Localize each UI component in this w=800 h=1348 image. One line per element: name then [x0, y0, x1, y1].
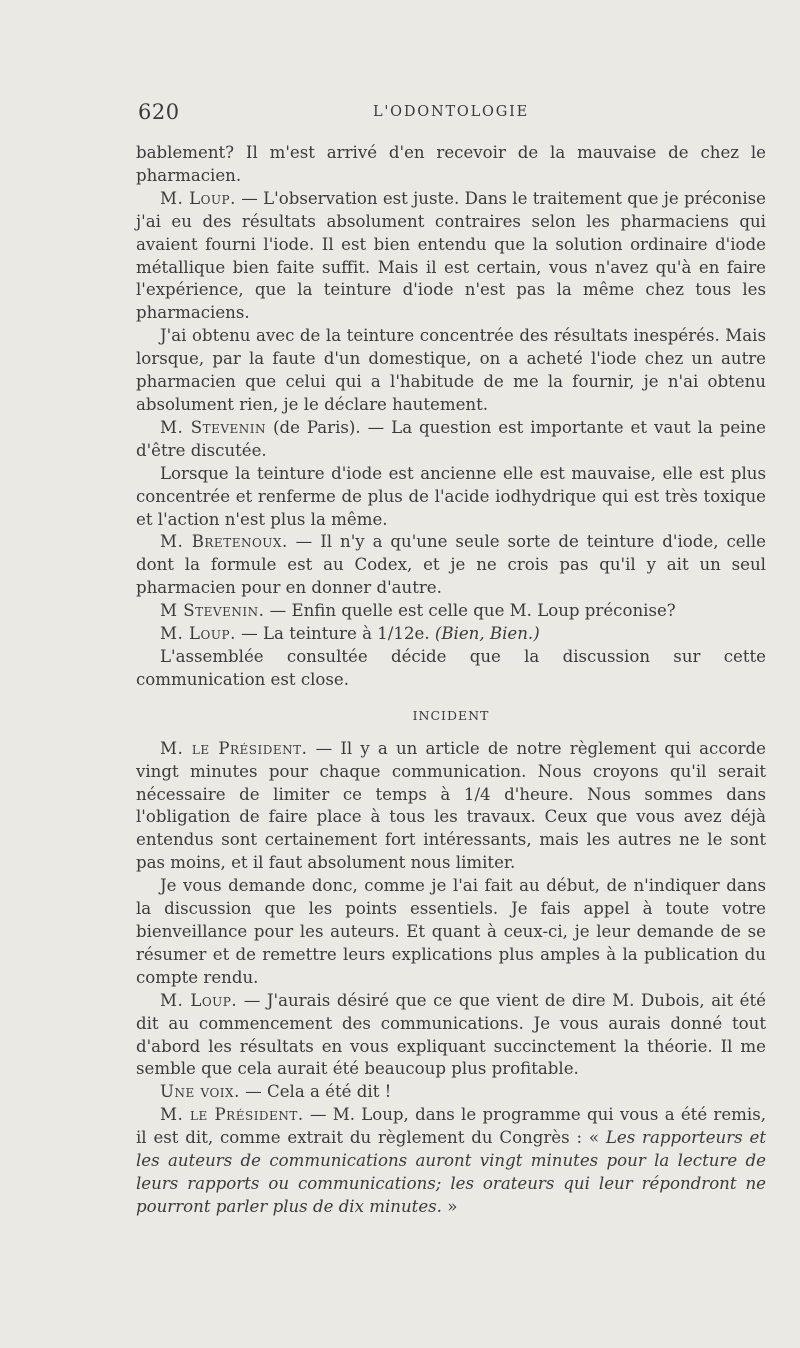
section-heading: INCIDENT — [412, 707, 490, 723]
paragraph-text: Lorsque la teinture d'iode est ancienne elle est mauvaise, elle est plus concentrée et renferme de plus de l'acide iodhydrique qui est très toxique et l'action n'est plus la même. — [136, 463, 766, 529]
speaker-name: M. Loup. — [160, 990, 238, 1010]
paragraph — [136, 463, 766, 532]
speaker-name: M. Bretenoux. — [160, 532, 288, 552]
paragraph-text: — J'aurais désiré que ce que vient de dire M. Dubois, ait été dit au commencement des communications. Je vous aurais donné tout d'abord les résultats en vous expliquant succinctement la théorie. Il me semble que cela aurait été beaucoup plus profitable. — [136, 990, 766, 1079]
paragraph — [136, 600, 766, 623]
paragraph-text: — Il y a un article de notre règlement qui accorde vingt minutes pour chaque communication. Nous croyons qu'il serait nécessaire de limiter ce temps à 1/4 d'heure. Nous sommes dans l'obligation de faire place à tous les travaux. Ceux que vous avez déjà entendus sont certainement fort intéressants, mais les autres ne le sont pas moins, et il faut absolument nous limiter. — [136, 738, 766, 873]
page-number: 620 — [138, 100, 180, 124]
speaker-name: Une voix. — [160, 1082, 240, 1102]
paragraph-text: — La teinture à 1/12e. — [235, 624, 435, 644]
paragraph — [136, 188, 766, 325]
paragraph-text: — Cela a été dit ! — [239, 1082, 392, 1102]
paragraph — [136, 1104, 766, 1219]
paragraph — [136, 142, 766, 188]
paragraph — [136, 875, 766, 990]
speaker-name: M. Loup. — [160, 624, 236, 644]
paragraph-text: bablement? Il m'est arrivé d'en recevoir de la mauvaise de chez le pharmacien. — [136, 143, 766, 185]
paragraph-text: — Il n'y a qu'une seule sorte de teinture d'iode, celle dont la formule est au Codex, et je ne crois pas qu'il y ait un seul pharmacien pour en donner d'autre. — [136, 532, 766, 598]
paragraph-text: (de Paris). — La question est importante et vaut la peine d'être discutée. — [136, 417, 766, 460]
speaker-name: M. le Président. — [160, 1105, 304, 1125]
italic-text: (Bien, Bien.) — [434, 624, 540, 644]
speaker-name: M. Stevenin — [160, 417, 267, 437]
speaker-name: M. Loup. — [160, 188, 236, 208]
speaker-name: M. le Président. — [160, 738, 308, 758]
paragraph-text: — M. Loup, dans le programme qui vous a été remis, il est dit, comme extrait du règlement du Congrès : « — [136, 1105, 766, 1148]
speaker-name: M Stevenin. — [160, 601, 265, 621]
paragraph — [136, 738, 766, 875]
paragraph-text: Je vous demande donc, comme je l'ai fait au début, de n'indiquer dans la discussion que les points essentiels. Je fais appel à toute votre bienveillance pour les auteurs. Et quant à ceux-ci, je leur demande de se résumer et de remettre leurs explications plus amples à la publication du compte rendu. — [136, 876, 766, 987]
paragraph — [136, 646, 766, 692]
italic-quote: Les rapporteurs et les auteurs de communications auront vingt minutes pour la lecture de leurs rapports ou communications; les orateurs qui leur répondront ne pourront parler plus de dix minutes. — [136, 1128, 766, 1216]
page-header — [136, 100, 766, 134]
paragraph-tail: » — [441, 1196, 458, 1216]
paragraph — [136, 623, 766, 646]
paragraph — [136, 1081, 766, 1104]
paragraph-text: L'assemblée consultée décide que la discussion sur cette communication est close. — [136, 646, 766, 689]
paragraph-text: — Enfin quelle est celle que M. Loup préconise? — [264, 601, 676, 621]
paragraph-text: — L'observation est juste. Dans le traitement que je préconise j'ai eu des résultats absolument contraires selon les pharmaciens qui avaient fourni l'iode. Il est bien entendu que la solution ordinaire d'iode métallique bien faite suffit. Mais il est certain, vous n'avez qu'à en faire l'expérience, que la teinture d'iode n'est pas la même chez tous les pharmaciens. — [136, 188, 766, 323]
paragraph — [136, 990, 766, 1082]
paragraph — [136, 325, 766, 417]
paragraph — [136, 531, 766, 600]
body-text — [136, 142, 766, 1219]
running-head: L'ODONTOLOGIE — [372, 104, 530, 120]
paragraph-text: J'ai obtenu avec de la teinture concentrée des résultats inespérés. Mais lorsque, par la faute d'un domestique, on a acheté l'iode chez un autre pharmacien que celui qui a l'habitude de me la fournir, je n'ai obtenu absolument rien, je le déclare hautement. — [136, 326, 766, 414]
paragraph — [136, 417, 766, 463]
